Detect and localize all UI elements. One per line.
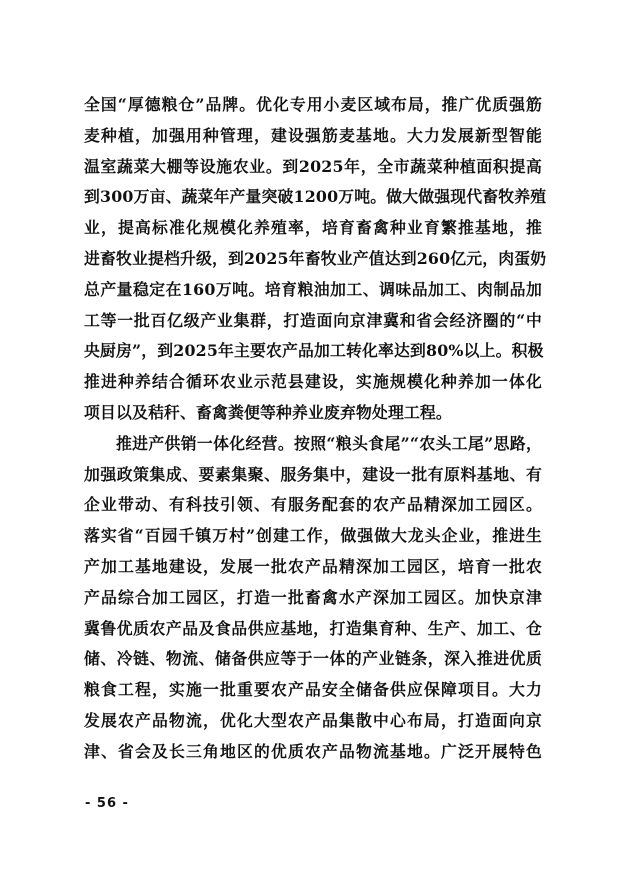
text-line: 到300万亩、蔬菜年产量突破1200万吨。做大做强现代畜牧养殖 xyxy=(84,187,547,207)
text-line: 加强政策集成、要素集聚、服务集中，建设一批有原料基地、有 xyxy=(84,464,542,484)
text-line: 总产量稳定在160万吨。培育粮油加工、调味品加工、肉制品加 xyxy=(84,279,542,299)
text-line: 温室蔬菜大棚等设施农业。到2025年，全市蔬菜种植面积提高 xyxy=(84,156,542,176)
text-line: 全国“厚德粮仓”品牌。优化专用小麦区域布局，推广优质强筋 xyxy=(84,95,542,114)
text-line: 业，提高标准化规模化养殖率，培育畜禽种业育繁推基地，推 xyxy=(84,218,542,238)
paragraph-start-line: 推进产供销一体化经营。按照“粮头食尾”“农头工尾”思路， xyxy=(116,433,542,453)
page-number: - 56 - xyxy=(85,796,129,811)
text-line: 进畜牧业提档升级，到2025年畜牧业产值达到260亿元，肉蛋奶 xyxy=(84,248,547,268)
text-line: 储、冷链、物流、储备供应等于一体的产业链条，深入推进优质 xyxy=(84,649,542,669)
text-line: 麦种植，加强用种管理，建设强筋麦基地。大力发展新型智能 xyxy=(84,125,542,145)
document-body xyxy=(84,90,547,768)
text-line: 项目以及秸秆、畜禽粪便等种养业废弃物处理工程。 xyxy=(84,402,452,422)
text-line: 产加工基地建设，发展一批农产品精深加工园区，培育一批农 xyxy=(84,556,542,576)
text-line: 津、省会及长三角地区的优质农产品物流基地。广泛开展特色 xyxy=(84,741,542,761)
text-line: 冀鲁优质农产品及食品供应基地，打造集育种、生产、加工、仓 xyxy=(84,618,542,638)
text-line: 推进种养结合循环农业示范县建设，实施规模化种养加一体化 xyxy=(84,372,542,392)
text-line: 落实省“百园千镇万村”创建工作，做强做大龙头企业，推进生 xyxy=(84,526,542,546)
text-line: 企业带动、有科技引领、有服务配套的农产品精深加工园区。 xyxy=(84,495,542,515)
text-line: 产品综合加工园区，打造一批畜禽水产深加工园区。加快京津 xyxy=(84,587,542,607)
text-line: 工等一批百亿级产业集群，打造面向京津冀和省会经济圈的“中 xyxy=(84,310,542,330)
text-line: 发展农产品物流，优化大型农产品集散中心布局，打造面向京 xyxy=(84,710,542,730)
text-line: 央厨房”，到2025年主要农产品加工转化率达到80%以上。积极 xyxy=(84,341,544,361)
text-line: 粮食工程，实施一批重要农产品安全储备供应保障项目。大力 xyxy=(84,680,542,700)
